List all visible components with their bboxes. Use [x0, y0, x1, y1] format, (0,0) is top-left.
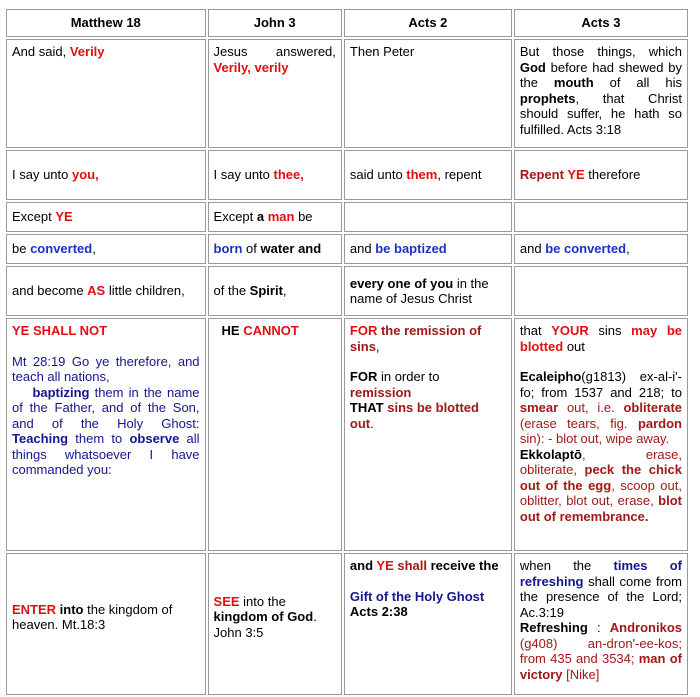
table-row — [6, 150, 688, 200]
cell-matthew: And said, Verily — [6, 39, 206, 148]
cell-acts2: said unto them, repent — [344, 150, 512, 200]
cell-john: Jesus answered, Verily, verily — [208, 39, 342, 148]
header-acts-3: Acts 3 — [514, 9, 688, 37]
cell-matthew: YE SHALL NOT Mt 28:19 Go ye therefore, and teach all nations, baptizing them in the name of the Father, and of the Son, and of the Holy Ghost: Teaching them to observe all things whatsoever I have commanded you: — [6, 318, 206, 551]
cell-acts2: Then Peter — [344, 39, 512, 148]
cell-acts3: when the times of refreshing shall come from the presence of the Lord; Ac.3:19 Refreshing : Andronikos (g408) an-dron'-ee-kos; from 435 and 3534; man of victory [Nike] — [514, 553, 688, 695]
cell-matthew: ENTER into the kingdom of heaven. Mt.18:3 — [6, 553, 206, 695]
table-row — [6, 234, 688, 264]
cell-acts3: But those things, which God before had shewed by the mouth of all his prophets, that Christ should suffer, he hath so fulfilled. Acts 3:18 — [514, 39, 688, 148]
table-row — [6, 39, 688, 148]
cell-acts2: FOR the remission of sins, FOR in order to remission THAT sins be blotted out. — [344, 318, 512, 551]
cell-matthew: be converted, — [6, 234, 206, 264]
cell-john: SEE into the kingdom of God. John 3:5 — [208, 553, 342, 695]
table-row — [6, 266, 688, 316]
cell-acts2 — [344, 202, 512, 232]
header-john-3: John 3 — [208, 9, 342, 37]
cell-john: born of water and — [208, 234, 342, 264]
cell-john: HE CANNOT — [208, 318, 342, 551]
cell-john: Except a man be — [208, 202, 342, 232]
table-row — [6, 553, 688, 695]
cell-john: of the Spirit, — [208, 266, 342, 316]
cell-acts2: and YE shall receive the Gift of the Holy Ghost Acts 2:38 — [344, 553, 512, 695]
cell-acts3: Repent YE therefore — [514, 150, 688, 200]
table-row — [6, 202, 688, 232]
cell-acts3 — [514, 266, 688, 316]
cell-matthew: Except YE — [6, 202, 206, 232]
cell-acts3: that YOUR sins may be blotted out Ecaleipho(g1813) ex-al-i'-fo; from 1537 and 218; to smear out, i.e. obliterate (erase tears, fig. pardon sin): - blot out, wipe away. Ekkolaptō, erase, obliterate, peck the chick out of the egg, scoop out, oblitter, blot out, erase, blot out of remembrance. — [514, 318, 688, 551]
cell-matthew: and become AS little children, — [6, 266, 206, 316]
cell-acts2: every one of you in the name of Jesus Christ — [344, 266, 512, 316]
header-matthew-18: Matthew 18 — [6, 9, 206, 37]
header-acts-2: Acts 2 — [344, 9, 512, 37]
cell-acts3 — [514, 202, 688, 232]
cell-john: I say unto thee, — [208, 150, 342, 200]
cell-acts3: and be converted, — [514, 234, 688, 264]
header-row — [6, 9, 688, 37]
comparison-table — [4, 7, 690, 697]
cell-acts2: and be baptized — [344, 234, 512, 264]
table-row — [6, 318, 688, 551]
cell-matthew: I say unto you, — [6, 150, 206, 200]
